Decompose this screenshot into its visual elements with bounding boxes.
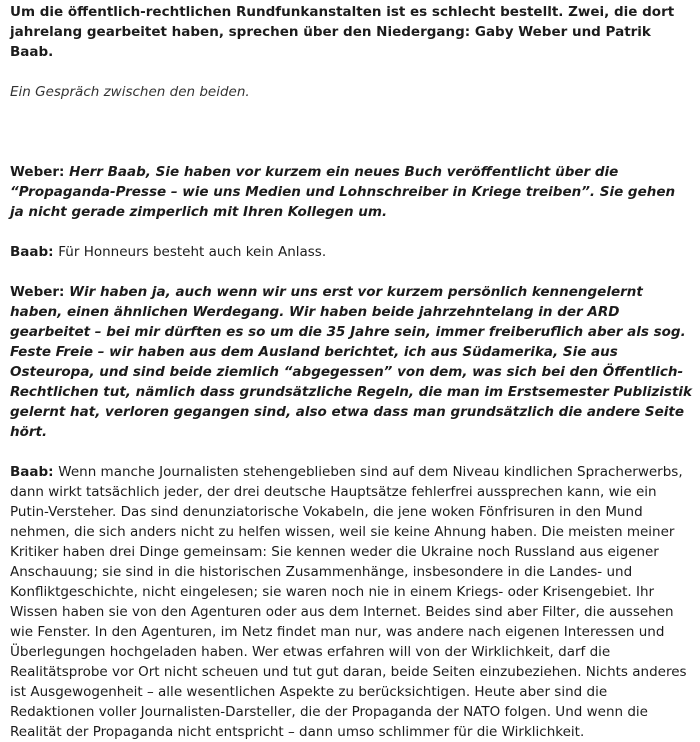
speaker-label: Weber: (10, 284, 70, 300)
interview-question (10, 282, 693, 442)
article-subtitle: Ein Gespräch zwischen den beiden. (10, 84, 250, 100)
question-text: Herr Baab, Sie haben vor kurzem ein neues Buch veröffentlicht über die “Propaganda-Presse – wie uns Medien und Lohnschreiber in Kriege treiben”. Sie gehen ja nicht gerade zimperlich mit Ihren Kollegen um. (10, 164, 676, 220)
answer-text: Für Honneurs besteht auch kein Anlass. (58, 244, 327, 260)
speaker-label: Weber: (10, 164, 70, 180)
interview-answer (10, 462, 693, 742)
question-text: Wir haben ja, auch wenn wir uns erst vor kurzem persönlich kennengelernt haben, einen ähnlichen Werdegang. Wir haben beide jahrzehntelang in der ARD gearbeitet – bei mir dürften es so um die 35 Jahre sein, immer freiberuflich aber als sog. Feste Freie – wir haben aus dem Ausland berichtet, ich aus Südamerika, Sie aus Osteuropa, und sind beide ziemlich “abgegessen” von dem, was sich bei den Öffentlich-Rechtlichen tut, nämlich dass grundsätzliche Regeln, die man im Erstsemester Publizistik gelernt hat, verloren gegangen sind, also etwa dass man grundsätzlich die andere Seite hört. (10, 284, 693, 440)
interview-answer (10, 242, 693, 262)
interview-question (10, 162, 693, 222)
spacer (10, 122, 693, 162)
speaker-label: Baab: (10, 464, 59, 480)
answer-text: Wenn manche Journalisten stehengeblieben sind auf dem Niveau kindlichen Spracherwerbs, dann wirkt tatsächlich jeder, der drei deutsche Hauptsätze fehlerfrei aussprechen kann, wie ein Putin-Versteher. Das sind denunziatorische Vokabeln, die jene woken Fönfrisuren in den Mund nehmen, die sich anders nicht zu helfen wissen, weil sie keine Ahnung haben. Die meisten meiner Kritiker haben drei Dinge gemeinsam: Sie kennen weder die Ukraine noch Russland aus eigener Anschauung; sie sind in die historischen Zusammenhänge, insbesondere in die Landes- und Konfliktgeschichte, nicht eingelesen; sie waren noch nie in einem Kriegs- oder Krisengebiet. Ihr Wissen haben sie von den Agenturen oder aus dem Internet. Beides sind aber Filter, die aussehen wie Fenster. In den Agenturen, im Netz findet man nur, was andere nach eigenen Interessen und Überlegungen hochgeladen haben. Wer etwas erfahren will von der Wirklichkeit, darf die Realitätsprobe vor Ort nicht scheuen und tut gut daran, beide Seiten einzubeziehen. Nichts anderes ist Ausgewogenheit – alle wesentlichen Aspekte zu berücksichtigen. Heute aber sind die Redaktionen voller Journalisten-Darsteller, die der Propaganda der NATO folgen. Und wenn die Realität der Propaganda nicht entspricht – dann umso schlimmer für die Wirklichkeit. (10, 464, 687, 740)
speaker-label: Baab: (10, 244, 59, 260)
article-intro: Um die öffentlich-rechtlichen Rundfunkanstalten ist es schlecht bestellt. Zwei, die dort jahrelang gearbeitet haben, sprechen über den Niedergang: Gaby Weber und Patrik Baab. (10, 4, 675, 60)
